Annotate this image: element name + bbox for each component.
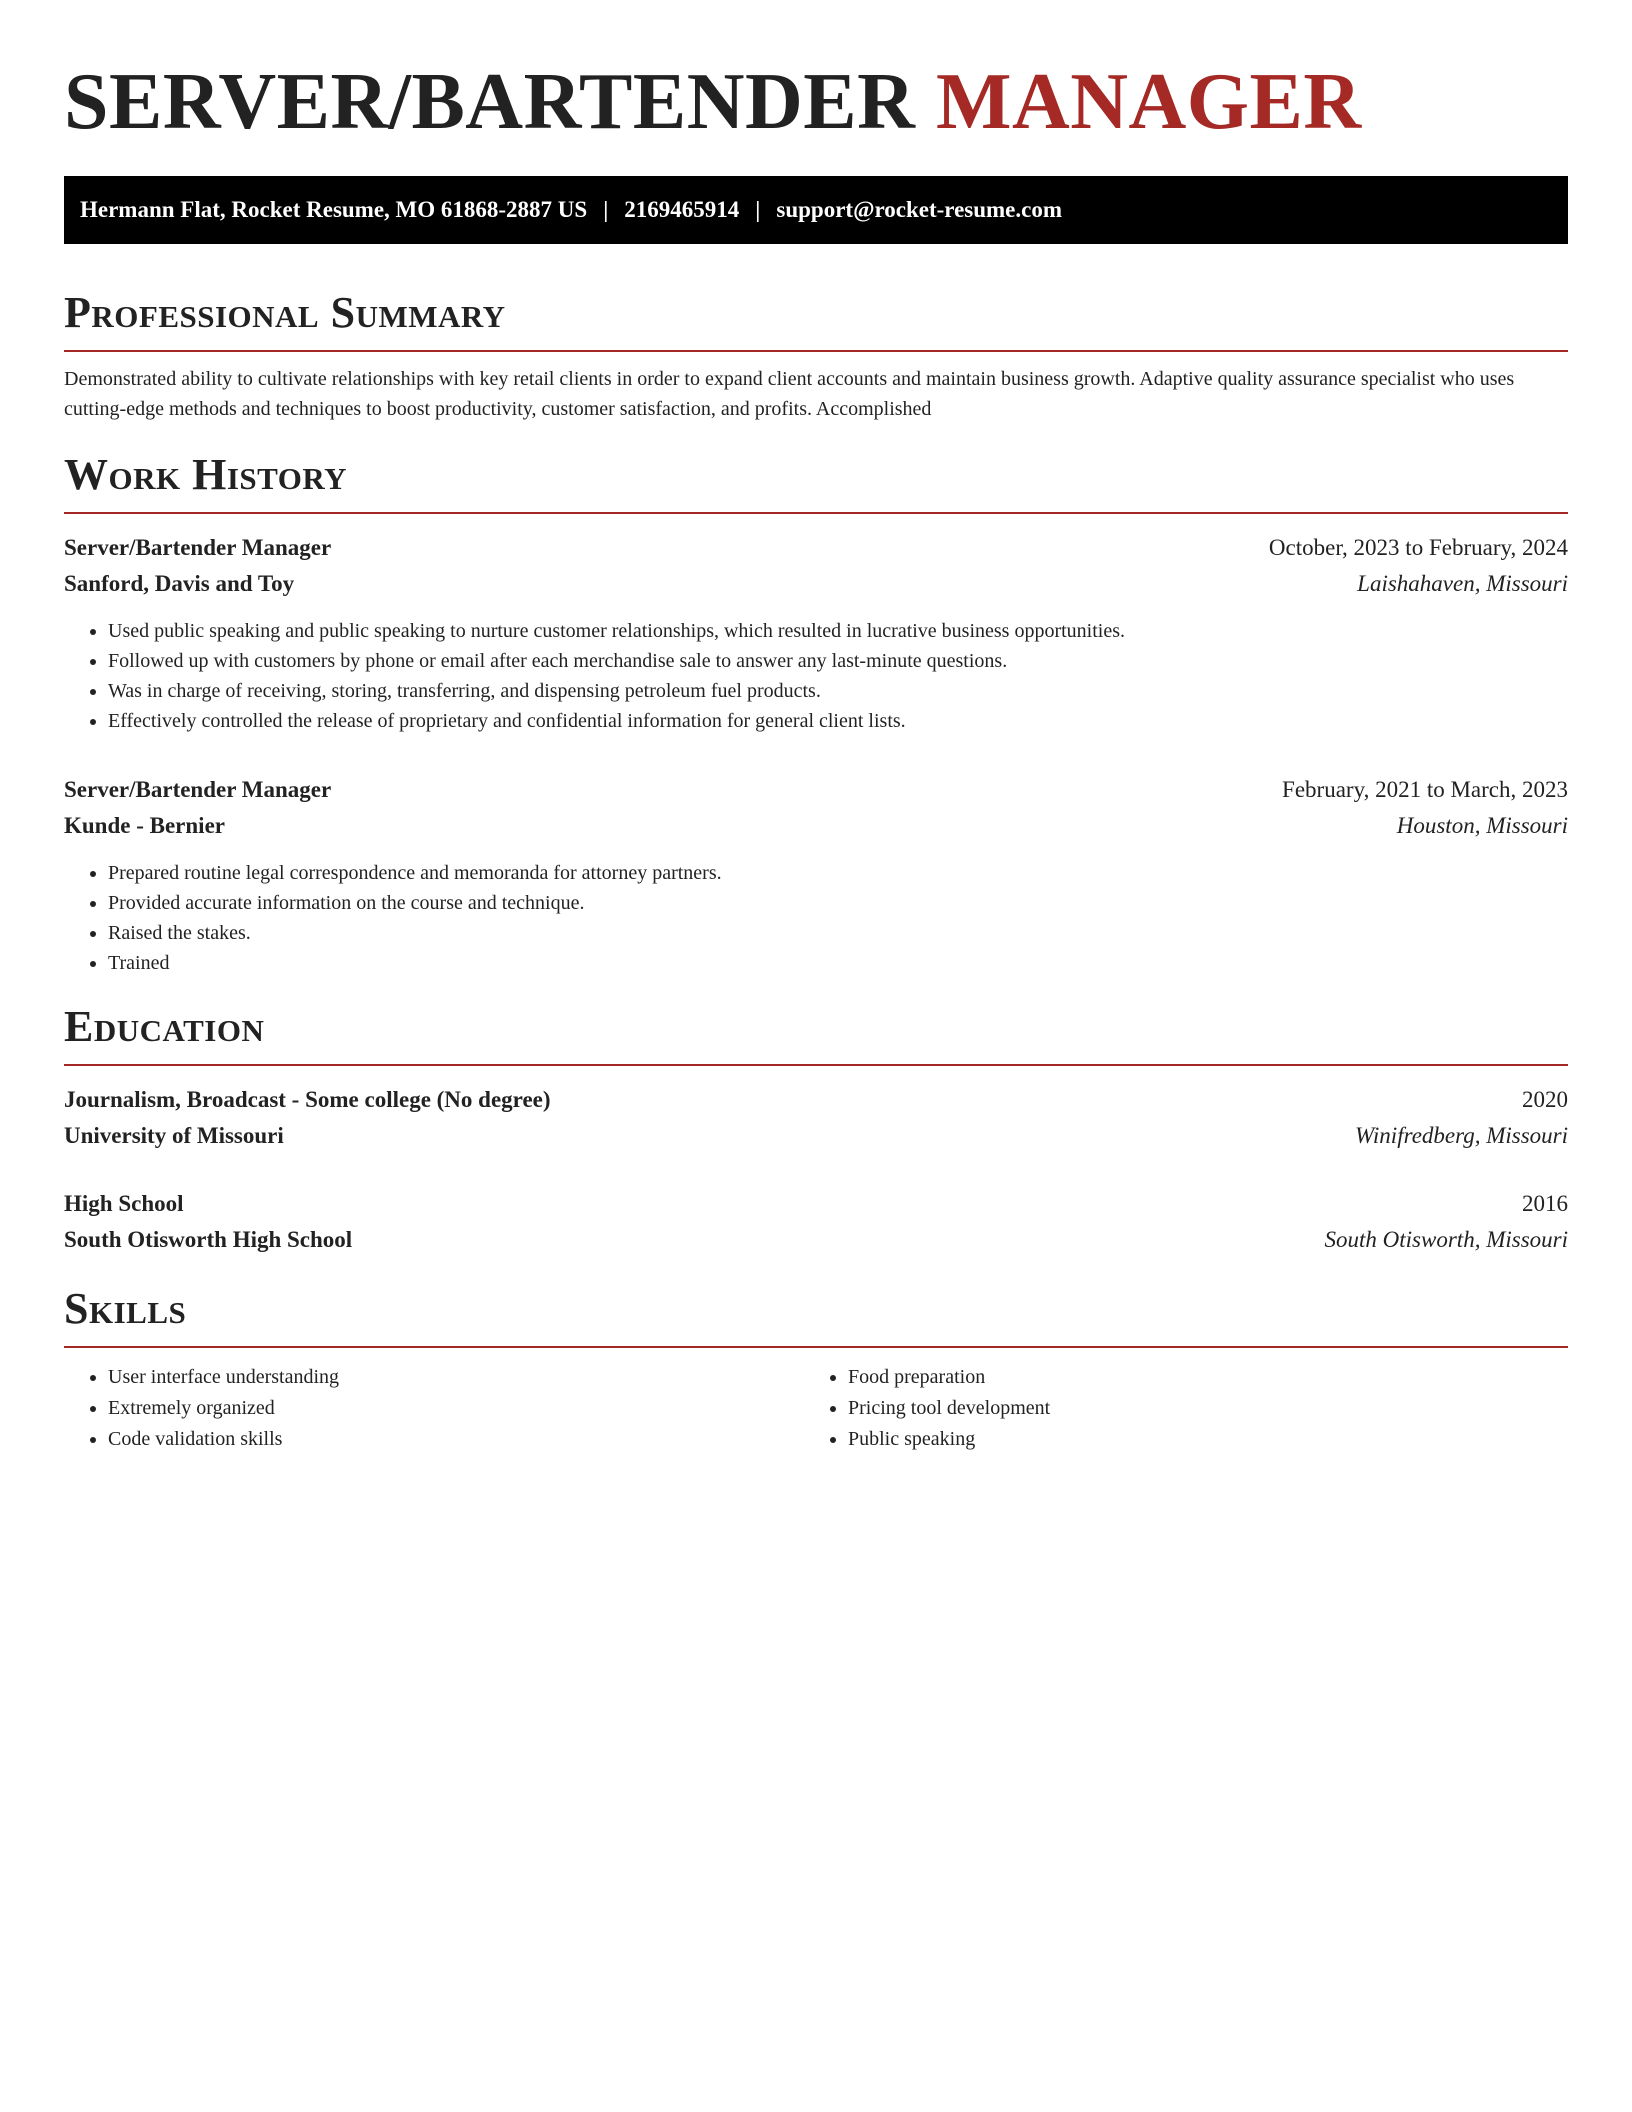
resume-title	[64, 0, 1568, 148]
job-bullets	[64, 616, 1568, 736]
job-title: Server/Bartender Manager	[64, 535, 332, 560]
skill-item: • Food preparation	[848, 1362, 1544, 1393]
contact-separator: |	[603, 197, 609, 222]
title-main: SERVER/BARTENDER	[64, 58, 916, 146]
job-bullet: • Raised the stakes.	[108, 918, 1568, 948]
education-entry	[64, 1186, 1568, 1258]
summary-section	[64, 288, 1568, 424]
summary-text: Demonstrated ability to cultivate relationships with key retail clients in order to expand client accounts and maintain business growth. Adaptive quality assurance specialist who uses cutting-edge methods and techniques to boost productivity, customer satisfaction, and profits. Accomplished	[64, 368, 1515, 420]
section-heading-education: Education	[64, 1002, 265, 1051]
job-location: Houston, Missouri	[1396, 813, 1568, 838]
job-bullet: • Followed up with customers by phone or email after each merchandise sale to answer any last-minute questions.	[108, 646, 1568, 676]
education-location: South Otisworth, Missouri	[1324, 1227, 1568, 1252]
skills-column-left	[64, 1362, 804, 1455]
education-degree: High School	[64, 1191, 184, 1216]
job-company: Sanford, Davis and Toy	[64, 571, 295, 596]
job-bullet: • Used public speaking and public speaking to nurture customer relationships, which resulted in lucrative business opportunities.	[108, 616, 1568, 646]
section-heading-skills: Skills	[64, 1284, 187, 1333]
education-degree: Journalism, Broadcast - Some college (No degree)	[64, 1087, 551, 1112]
contact-email: support@rocket-resume.com	[776, 197, 1063, 222]
job-bullets	[64, 858, 1568, 978]
job-bullet: • Effectively controlled the release of proprietary and confidential information for general client lists.	[108, 706, 1568, 736]
skills-grid	[64, 1362, 1568, 1455]
skills-section	[64, 1284, 1568, 1455]
contact-separator: |	[755, 197, 761, 222]
job-entry	[64, 772, 1568, 978]
section-divider	[64, 1346, 1568, 1348]
section-divider	[64, 512, 1568, 514]
contact-bar	[64, 176, 1568, 244]
skill-item: • User interface understanding	[108, 1362, 804, 1393]
job-dates: October, 2023 to February, 2024	[1268, 535, 1568, 560]
education-entry	[64, 1082, 1568, 1154]
education-school: South Otisworth High School	[64, 1227, 353, 1252]
skill-item: • Pricing tool development	[848, 1393, 1544, 1424]
title-accent: MANAGER	[935, 58, 1362, 146]
skills-column-right	[804, 1362, 1544, 1455]
section-divider	[64, 1064, 1568, 1066]
resume-page	[64, 0, 1568, 1455]
skill-item: • Extremely organized	[108, 1393, 804, 1424]
job-company: Kunde - Bernier	[64, 813, 225, 838]
contact-address: Hermann Flat, Rocket Resume, MO 61868-2887 US	[80, 197, 588, 222]
job-bullet: • Trained	[108, 948, 1568, 978]
contact-phone: 2169465914	[624, 197, 740, 222]
job-dates: February, 2021 to March, 2023	[1282, 777, 1568, 802]
job-bullet: • Was in charge of receiving, storing, transferring, and dispensing petroleum fuel products.	[108, 676, 1568, 706]
job-title: Server/Bartender Manager	[64, 777, 332, 802]
education-section	[64, 1002, 1568, 1258]
section-heading-work: Work History	[64, 450, 348, 499]
section-heading-summary: Professional Summary	[64, 288, 506, 337]
job-location: Laishahaven, Missouri	[1357, 571, 1568, 596]
section-divider	[64, 350, 1568, 352]
job-bullet: • Prepared routine legal correspondence and memoranda for attorney partners.	[108, 858, 1568, 888]
skill-item: • Code validation skills	[108, 1424, 804, 1455]
job-entry	[64, 530, 1568, 736]
education-year: 2016	[1522, 1191, 1568, 1216]
education-school: University of Missouri	[64, 1123, 284, 1148]
skill-item: • Public speaking	[848, 1424, 1544, 1455]
job-bullet: • Provided accurate information on the course and technique.	[108, 888, 1568, 918]
education-location: Winifredberg, Missouri	[1355, 1123, 1568, 1148]
education-year: 2020	[1522, 1087, 1568, 1112]
work-section	[64, 450, 1568, 978]
